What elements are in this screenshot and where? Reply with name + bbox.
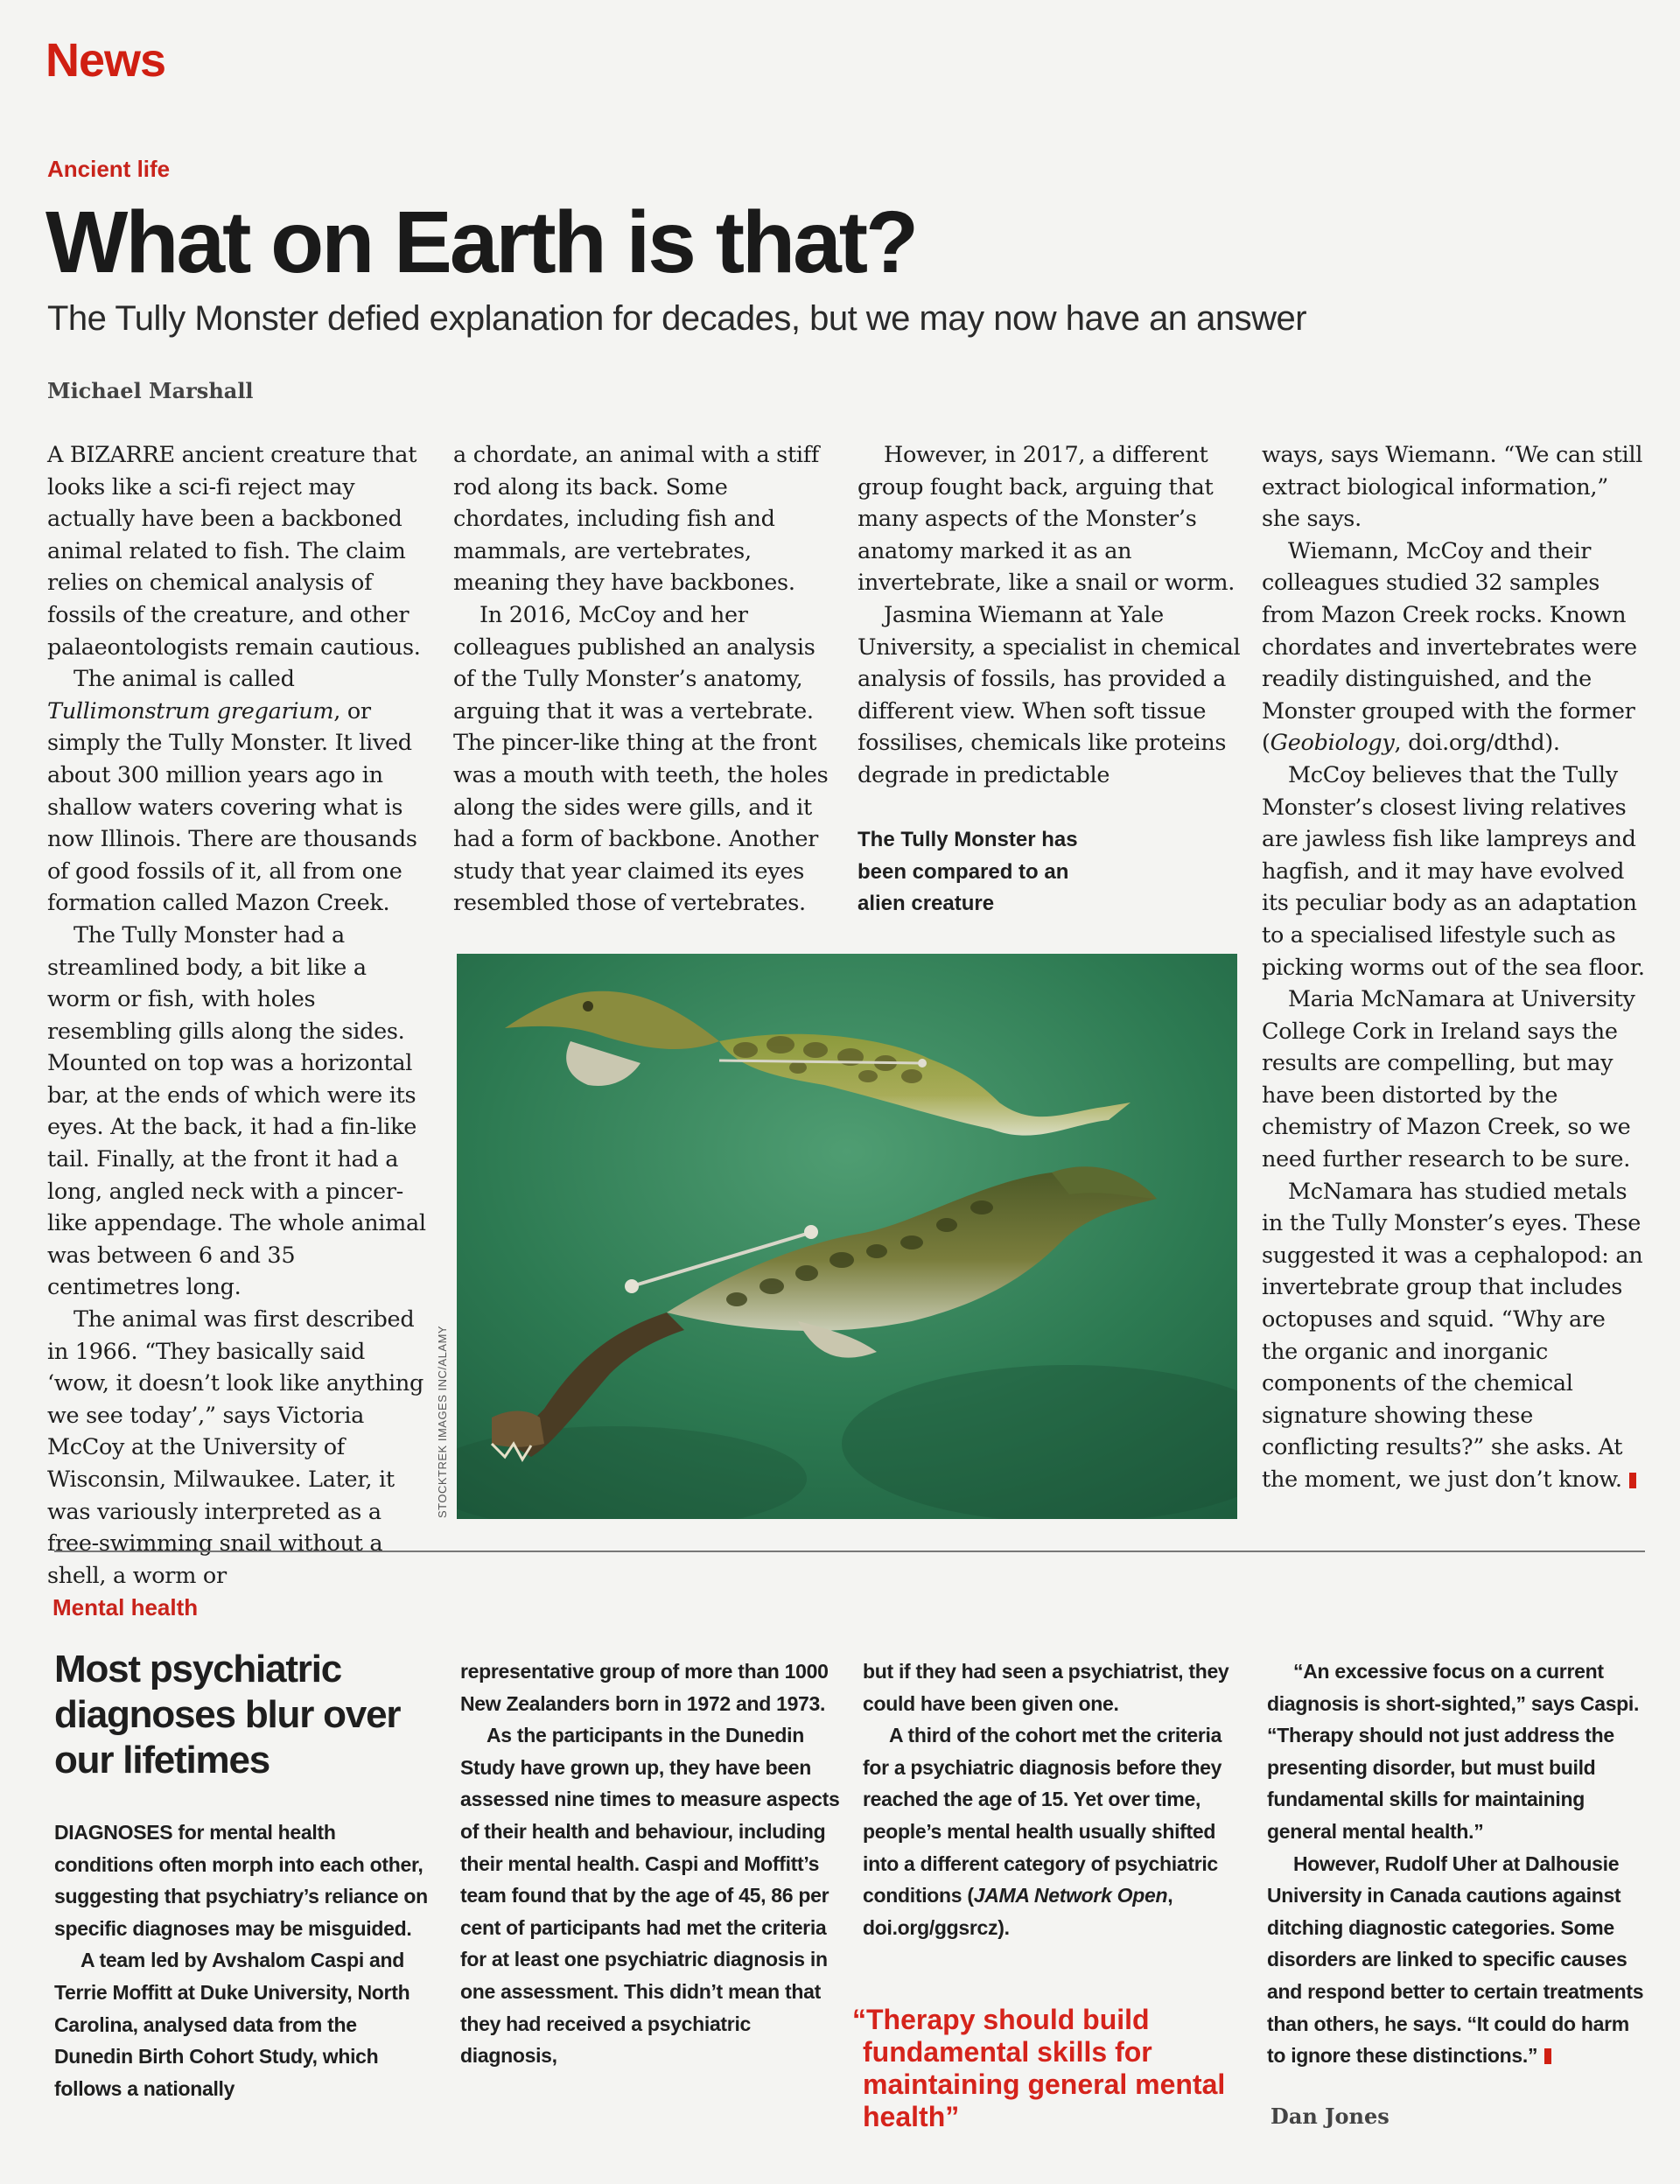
- paragraph: In 2016, McCoy and her colleagues published an analysis of the Tully Monster’s anatomy, arguing that it was a vertebrate. The pincer-like thing at the front was a mouth with teeth, the holes along the sides were gills, and it had a form of backbone. Another study that year claimed its eyes resembled those of vertebrates.: [453, 601, 829, 917]
- article1-column-3: [858, 439, 1242, 792]
- paragraph: a chordate, an animal with a stiff rod along its back. Some chordates, including fish and mammals, are vertebrates, meaning they have backbones.: [453, 442, 820, 597]
- text: However, Rudolf Uher at Dalhousie University in Canada cautions against ditching diagnostic categories. Some disorders are linked to specific causes and respond better to certain treatments than others, he says. “It could do harm to ignore these distinctions.”: [1267, 1852, 1644, 2068]
- paragraph: As the participants in the Dunedin Study have grown up, they have been assessed nine times to measure aspects of their health and behaviour, including their mental health. Caspi and Moffitt’s team found that by the age of 45, 86 per cent of participants had met the criteria for at least one psychiatric diagnosis in one assessment. This didn’t mean that they had received a psychiatric diagnosis,: [460, 1724, 840, 2068]
- text: McNamara has studied metals in the Tully Monster’s eyes. These suggested it was a cephalopod: an invertebrate group that includes octopuses and squid. “Why are the organic and inorganic components of the chemical signature showing these conflicting results?” she asks. At the moment, we just don’t know.: [1262, 1178, 1643, 1493]
- text: , doi.org/ggsrcz).: [863, 1884, 1173, 1939]
- photo-caption: The Tully Monster has been compared to an alien creature: [858, 828, 1078, 915]
- journal-name: Geobiology: [1270, 730, 1395, 757]
- pull-quote: “Therapy should build fundamental skills for maintaining general mental health”: [852, 2004, 1226, 2132]
- text: A third of the cohort met the criteria for a psychiatric diagnosis before they reached the age of 15. Yet over time, people’s mental health usually shifted into a different category of psychiatric conditions (: [863, 1724, 1222, 1908]
- paragraph: [1262, 1176, 1647, 1496]
- text: , or simply the Tully Monster. It lived about 300 million years ago in shallow waters covering what is now Illinois. There are thousands of good fossils of it, all from one formation called Mazon Creek.: [47, 697, 417, 917]
- article2-byline: Dan Jones: [1270, 2104, 1390, 2129]
- article2-column-4: [1267, 1656, 1652, 2072]
- end-mark-icon: [1544, 2048, 1551, 2064]
- article2-column-2: [460, 1656, 845, 2072]
- text: Wiemann, McCoy and their colleagues studied 32 samples from Mazon Creek rocks. Known chordates and invertebrates were readily distinguished, and the Monster grouped with the former (: [1262, 537, 1637, 757]
- paragraph: A team led by Avshalom Caspi and Terrie Moffitt at Duke University, North Carolina, analysed data from the Dunedin Birth Cohort Study, which follows a nationally: [54, 1949, 410, 2100]
- paragraph: [863, 1719, 1248, 1943]
- paragraph: A BIZARRE ancient creature that looks like a sci-fi reject may actually have been a backboned animal related to fish. The claim relies on chemical analysis of fossils of the creature, and other palaeontologists remain cautious.: [47, 442, 421, 661]
- paragraph: However, in 2017, a different group fought back, arguing that many aspects of the Monster’s anatomy marked it as an invertebrate, like a snail or worm.: [858, 442, 1236, 597]
- section-title: News: [46, 34, 166, 87]
- article1-headline: What on Earth is that?: [46, 193, 917, 291]
- paragraph: DIAGNOSES for mental health conditions often morph into each other, suggesting that psychiatry’s reliance on specific diagnoses may be misguided.: [54, 1821, 428, 1940]
- paragraph: “An excessive focus on a current diagnosis is short-sighted,” says Caspi. “Therapy should not just address the presenting disorder, but must build fundamental skills for maintaining general mental health.”: [1267, 1660, 1640, 1843]
- text: , doi.org/dthd).: [1394, 730, 1560, 757]
- photo-credit: STOCKTREK IMAGES INC/ALAMY: [436, 1325, 449, 1518]
- paragraph: [47, 663, 432, 920]
- tully-monster-illustration: [457, 954, 1237, 1519]
- text: The animal is called: [74, 666, 295, 693]
- paragraph: The animal was first described in 1966. “They basically said ‘wow, it doesn’t look like anything we see today’,” says Victoria McCoy at the University of Wisconsin, Milwaukee. Later, it was variously interpreted as a free-swimming snail without a shell, a worm or: [47, 1306, 424, 1589]
- article1-standfirst: The Tully Monster defied explanation for decades, but we may now have an answer: [47, 299, 1307, 338]
- species-name: Tullimonstrum gregarium: [47, 697, 334, 724]
- article1-column-2: [453, 439, 838, 920]
- section-divider: [54, 1550, 1645, 1552]
- paragraph: McCoy believes that the Tully Monster’s closest living relatives are jawless fish like lampreys and hagfish, and it may have evolved its peculiar body as an adaptation to a specialised lifestyle such as picking worms out of the sea floor.: [1262, 761, 1645, 981]
- paragraph: Jasmina Wiemann at Yale University, a specialist in chemical analysis of fossils, has provided a different view. When soft tissue fossilises, chemicals like proteins degrade in predictable: [858, 601, 1241, 788]
- paragraph: Maria McNamara at University College Cork in Ireland says the results are compelling, but may have been distorted by the chemistry of Mazon Creek, so we need further research to be sure.: [1262, 986, 1635, 1173]
- article1-byline: Michael Marshall: [47, 378, 254, 403]
- article2-column-3: [863, 1656, 1248, 1943]
- end-mark-icon: [1629, 1473, 1636, 1488]
- tully-monster-image: [457, 954, 1237, 1519]
- article2-headline: Most psychiatric diagnoses blur over our lifetimes: [54, 1648, 401, 1782]
- paragraph: [1262, 536, 1647, 760]
- article1-column-1: [47, 439, 432, 1592]
- article2-column-1: [54, 1816, 439, 2104]
- article1-kicker: Ancient life: [47, 156, 171, 182]
- paragraph: but if they had seen a psychiatrist, they could have been given one.: [863, 1660, 1229, 1715]
- article1-column-4: [1262, 439, 1647, 1496]
- journal-name: JAMA Network Open: [973, 1884, 1168, 1908]
- paragraph: The Tully Monster had a streamlined body, a bit like a worm or fish, with holes resembling gills along the sides. Mounted on top was a horizontal bar, at the ends of which were its eyes. At the back, it had a fin-like tail. Finally, at the front it had a long, angled neck with a pincer-like appendage. The whole animal was between 6 and 35 centimetres long.: [47, 921, 426, 1301]
- article2-kicker: Mental health: [52, 1594, 199, 1620]
- paragraph: representative group of more than 1000 New Zealanders born in 1972 and 1973.: [460, 1660, 829, 1715]
- paragraph: ways, says Wiemann. “We can still extract biological information,” she says.: [1262, 442, 1643, 533]
- paragraph: [1267, 1848, 1652, 2072]
